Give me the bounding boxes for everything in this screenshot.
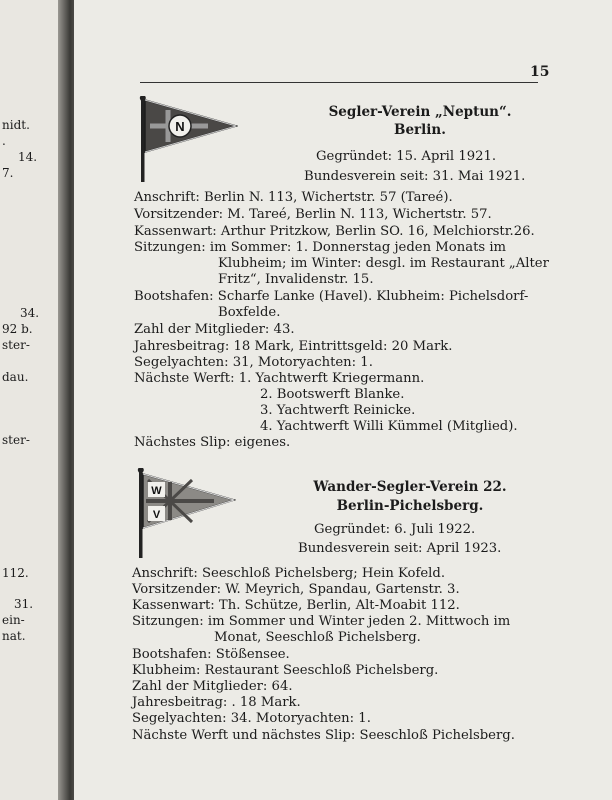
club-city: Berlin. [394, 122, 446, 138]
info-line: Zahl der Mitglieder: 64. [132, 679, 293, 694]
left-fragment: 7. [2, 166, 14, 180]
info-line: Klubheim: Restaurant Seeschloß Pichelsberg. [132, 663, 439, 678]
pennant-flag-icon [138, 96, 238, 182]
info-line: Klubheim; im Winter: desgl. im Restaurant „Alter [218, 256, 549, 271]
info-line: Bootshafen: Scharfe Lanke (Havel). Klubheim: Pichelsdorf- [134, 289, 529, 304]
pennant-flag-icon [136, 468, 236, 558]
founded-date: Gegründet: 15. April 1921. [316, 149, 497, 164]
page-number: 15 [530, 64, 550, 80]
club-city: Berlin-Pichelsberg. [336, 498, 484, 514]
info-line: Monat, Seeschloß Pichelsberg. [214, 630, 421, 645]
info-line: Kassenwart: Arthur Pritzkow, Berlin SO. 16, Melchiorstr.26. [134, 224, 535, 239]
info-line: 2. Bootswerft Blanke. [260, 387, 405, 402]
left-fragment: ster- [2, 338, 30, 352]
left-fragment: nat. [2, 629, 26, 643]
info-line: Segelyachten: 34. Motoryachten: 1. [132, 711, 371, 726]
left-fragment: ster- [2, 433, 30, 447]
info-line: Jahresbeitrag: 18 Mark, Eintrittsgeld: 20 Mark. [134, 339, 453, 354]
info-line: Kassenwart: Th. Schütze, Berlin, Alt-Moabit 112. [132, 598, 460, 613]
left-fragment: dau. [2, 370, 29, 384]
flag-letter: N [175, 119, 185, 134]
club-name: Segler-Verein „Neptun“. [328, 104, 512, 120]
left-fragment: 92 b. [2, 322, 33, 336]
info-line: Anschrift: Berlin N. 113, Wichertstr. 57 (Tareé). [134, 190, 453, 205]
left-fragment: 112. [2, 566, 29, 580]
left-fragment: 34. [20, 306, 40, 320]
document-page [74, 0, 612, 800]
left-fragment: . [2, 134, 6, 148]
info-line: Segelyachten: 31, Motoryachten: 1. [134, 355, 373, 370]
info-line: Vorsitzender: M. Tareé, Berlin N. 113, Wichertstr. 57. [134, 207, 492, 222]
info-line: Anschrift: Seeschloß Pichelsberg; Hein Kofeld. [132, 566, 446, 581]
info-line: 3. Yachtwerft Reinicke. [260, 403, 416, 418]
left-fragment: nidt. [2, 118, 30, 132]
left-fragment: ein- [2, 613, 25, 627]
info-line: Boxfelde. [218, 305, 281, 320]
founded-date: Gegründet: 6. Juli 1922. [314, 522, 476, 537]
header-rule [140, 82, 538, 83]
federation-since: Bundesverein seit: 31. Mai 1921. [304, 169, 526, 184]
info-line: Zahl der Mitglieder: 43. [134, 322, 295, 337]
info-line: Nächste Werft und nächstes Slip: Seeschloß Pichelsberg. [132, 728, 515, 743]
info-line: Bootshafen: Stößensee. [132, 647, 290, 662]
info-line: 4. Yachtwerft Willi Kümmel (Mitglied). [260, 419, 518, 434]
info-line: Nächstes Slip: eigenes. [134, 435, 291, 450]
flag-letter: W [151, 485, 162, 497]
info-line: Nächste Werft: 1. Yachtwerft Kriegermann. [134, 371, 425, 386]
info-line: Fritz“, Invalidenstr. 15. [218, 272, 374, 287]
left-page-edge [0, 0, 58, 800]
flag-letter: V [152, 509, 161, 521]
left-fragment: 14. [18, 150, 38, 164]
info-line: Sitzungen: im Sommer: 1. Donnerstag jeden Monats im [134, 240, 507, 255]
info-line: Jahresbeitrag: . 18 Mark. [132, 695, 301, 710]
left-fragment: 31. [14, 597, 34, 611]
federation-since: Bundesverein seit: April 1923. [298, 541, 502, 556]
club-name: Wander-Segler-Verein 22. [313, 479, 507, 495]
info-line: Vorsitzender: W. Meyrich, Spandau, Gartenstr. 3. [132, 582, 460, 597]
info-line: Sitzungen: im Sommer und Winter jeden 2. Mittwoch im [132, 614, 511, 629]
